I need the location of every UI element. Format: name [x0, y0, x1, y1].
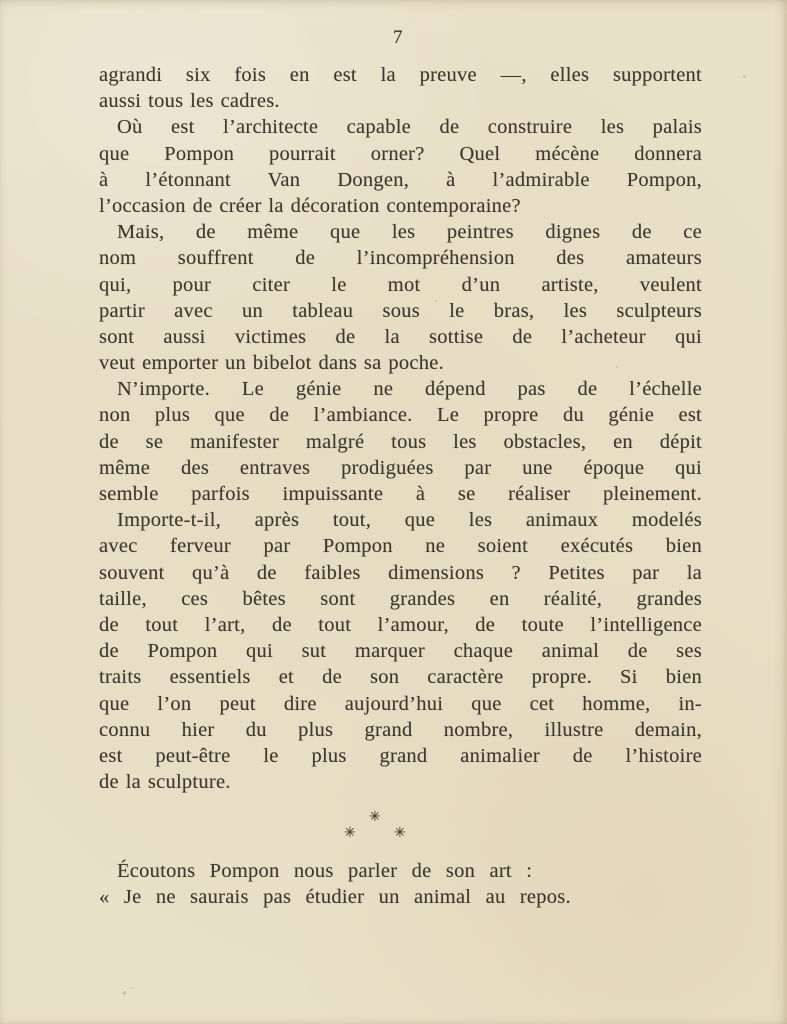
text-line: est peut-être le plus grand animalier de l’histoire [99, 744, 702, 767]
text-line: sont aussi victimes de la sottise de l’acheteur qui [99, 325, 702, 348]
paragraph [99, 62, 702, 114]
text-line: nom souffrent de l’incompréhension des amateurs [99, 247, 702, 270]
paragraph [99, 376, 702, 507]
text-line: Importe-t-il, après tout, que les animaux modelés [117, 509, 702, 532]
text-line: de tout l’art, de tout l’amour, de toute l’intelligence [99, 613, 702, 636]
text-line: qui, pour citer le mot d’un artiste, veulent [99, 273, 702, 296]
text-line: veut emporter un bibelot dans sa poche. [99, 352, 444, 375]
text-line: « Je ne saurais pas étudier un animal au repos. [99, 886, 571, 909]
text-line: de la sculpture. [99, 771, 231, 794]
text-line: non plus que de l’ambiance. Le propre du génie est [99, 404, 702, 427]
asterisk-icon: ✳ [369, 809, 381, 826]
paper-speck [435, 300, 437, 302]
text-line: Mais, de même que les peintres dignes de ce [117, 221, 702, 244]
text-line: partir avec un tableau sous le bras, les sculpteurs [99, 299, 702, 322]
paper-speck [743, 75, 746, 78]
text-line: traits essentiels et de son caractère propre. Si bien [99, 666, 702, 689]
closing-text [99, 858, 702, 910]
text-line: Où est l’architecte capable de construire les palais [117, 116, 702, 139]
paragraph [99, 858, 702, 884]
text-line: agrandi six fois en est la preuve —, elles supportent [99, 64, 702, 86]
text-line: que Pompon pourrait orner? Quel mécène donnera [99, 142, 702, 165]
paper-speck [616, 366, 618, 368]
text-line: taille, ces bêtes sont grandes en réalité, grandes [99, 587, 702, 610]
paragraph [99, 507, 702, 795]
text-line: que l’on peut dire aujourd’hui que cet homme, in- [99, 692, 702, 715]
page-number: 7 [393, 27, 403, 48]
text-line: de se manifester malgré tous les obstacles, en dépit [99, 430, 702, 453]
text-line: avec ferveur par Pompon ne soient exécutés bien [99, 535, 702, 558]
paragraph [99, 884, 702, 910]
text-line: à l’étonnant Van Dongen, à l’admirable Pompon, [99, 168, 702, 191]
text-line: N’importe. Le génie ne dépend pas de l’échelle [117, 378, 702, 401]
text-line: même des entraves prodiguées par une époque qui [99, 456, 702, 479]
paragraph [99, 114, 702, 219]
text-block [99, 62, 702, 911]
text-line: Écoutons Pompon nous parler de son art : [117, 860, 533, 883]
text-line: de Pompon qui sut marquer chaque animal de ses [99, 640, 702, 663]
text-line: semble parfois impuissante à se réaliser pleinement. [99, 483, 702, 505]
text-line: connu hier du plus grand nombre, illustre demain, [99, 718, 702, 741]
paper-speck [122, 991, 126, 996]
text-line: l’occasion de créer la décoration contemporaine? [99, 194, 521, 217]
text-line: aussi tous les cadres. [99, 90, 280, 113]
paragraph [99, 219, 702, 376]
asterisk-icon: ✳ [344, 825, 356, 842]
body-text [99, 62, 702, 795]
text-line: souvent qu’à de faibles dimensions ? Petites par la [99, 561, 702, 584]
paper-speck [131, 987, 133, 989]
asterisk-icon: ✳ [394, 825, 406, 842]
asterism [340, 810, 410, 848]
